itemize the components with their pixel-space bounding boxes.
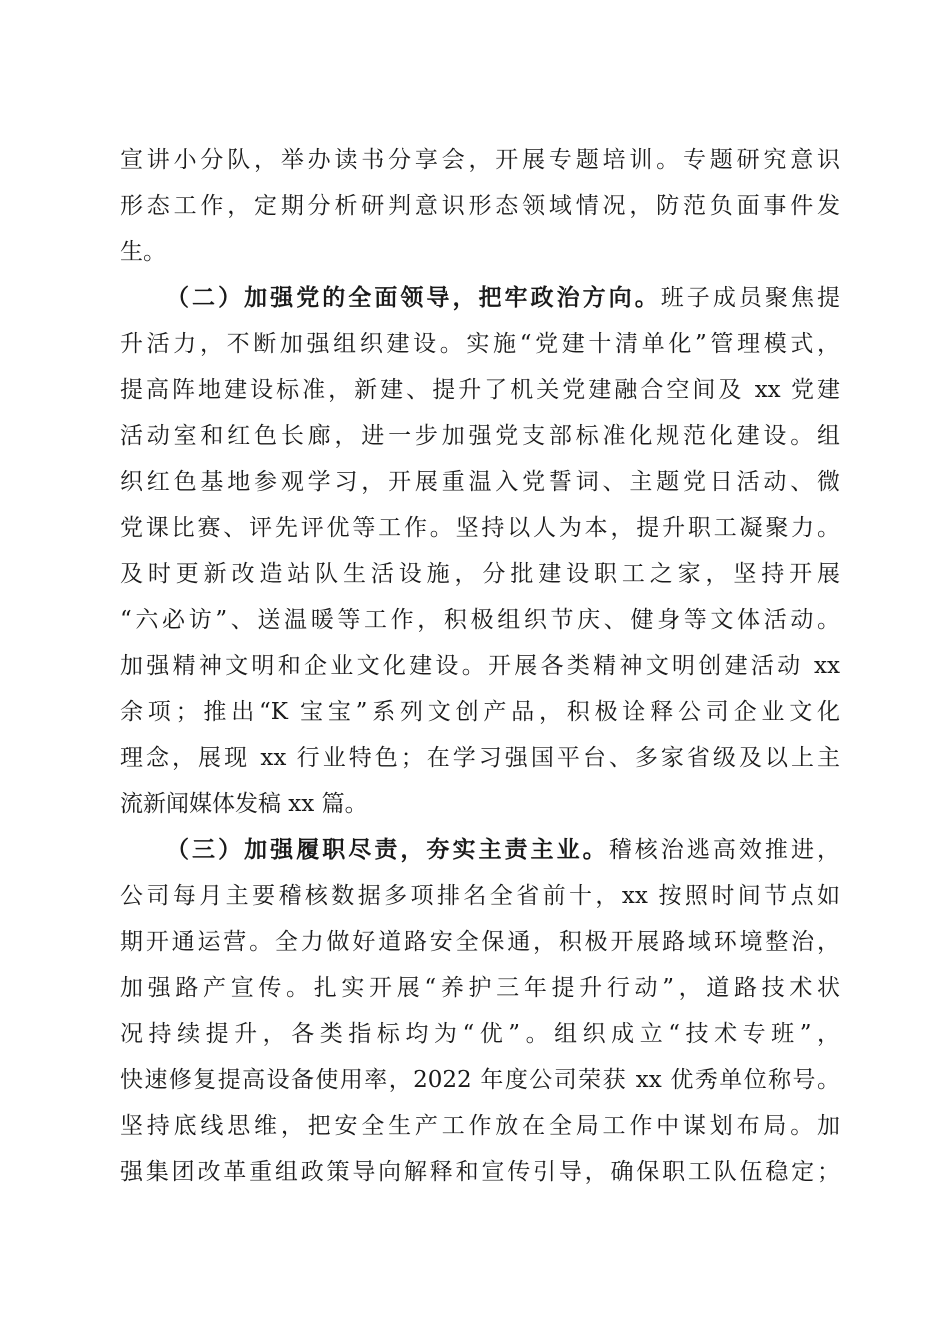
paragraph-3-line-5: 况持续提升，各类指标均为“优”。组织成立“技术专班”， [120,1021,840,1047]
paragraph-1-line-1: 宣讲小分队，举办读书分享会，开展专题培训。专题研究意识 [120,147,840,173]
paragraph-3-line-2: 公司每月主要稽核数据多项排名全省前十，xx 按照时间节点如 [120,883,840,909]
paragraph-2-first-line-rest: 班子成员聚焦提 [660,285,841,311]
paragraph-2-line-7: 及时更新改造站队生活设施，分批建设职工之家，坚持开展 [120,561,840,587]
paragraph-3-line-6: 快速修复提高设备使用率，2022 年度公司荣获 xx 优秀单位称号。 [120,1067,840,1093]
paragraph-2-line-5: 织红色基地参观学习，开展重温入党誓词、主题党日活动、微 [120,469,840,495]
paragraph-2-line-10: 余项；推出“K 宝宝”系列文创产品，积极诠释公司企业文化 [120,699,840,725]
paragraph-2-line-6: 党课比赛、评先评优等工作。坚持以人为本，提升职工凝聚力。 [120,515,840,541]
paragraph-3-line-7: 坚持底线思维，把安全生产工作放在全局工作中谋划布局。加 [120,1113,840,1139]
paragraph-3-line-3: 期开通运营。全力做好道路安全保通，积极开展路域环境整治， [120,929,840,955]
paragraph-2-line-11: 理念，展现 xx 行业特色；在学习强国平台、多家省级及以上主 [120,745,840,771]
paragraph-3-line-8: 强集团改革重组政策导向解释和宣传引导，确保职工队伍稳定； [120,1159,840,1185]
paragraph-2-line-2: 升活力，不断加强组织建设。实施“党建十清单化”管理模式， [120,331,840,357]
paragraph-3-line-1 [166,834,840,866]
paragraph-1-line-3: 生。 [120,239,166,265]
paragraph-2-line-12: 流新闻媒体发稿 xx 篇。 [120,791,368,817]
paragraph-2-line-8: “六必访”、送温暖等工作，积极组织节庆、健身等文体活动。 [120,607,840,633]
paragraph-2-line-9: 加强精神文明和企业文化建设。开展各类精神文明创建活动 xx [120,653,840,679]
paragraph-2-line-4: 活动室和红色长廊，进一步加强党支部标准化规范化建设。组 [120,423,840,449]
paragraph-2-line-3: 提高阵地建设标准，新建、提升了机关党建融合空间及 xx 党建 [120,377,840,403]
paragraph-3-heading: （三）加强履职尽责，夯实主责主业。 [166,836,609,863]
paragraph-2-heading: （二）加强党的全面领导，把牢政治方向。 [166,284,661,311]
paragraph-2-line-1 [166,282,840,314]
paragraph-3-first-line-rest: 稽核治逃高效推进， [608,837,841,863]
paragraph-3-line-4: 加强路产宣传。扎实开展“养护三年提升行动”，道路技术状 [120,975,840,1001]
paragraph-1-line-2: 形态工作，定期分析研判意识形态领域情况，防范负面事件发 [120,193,840,219]
